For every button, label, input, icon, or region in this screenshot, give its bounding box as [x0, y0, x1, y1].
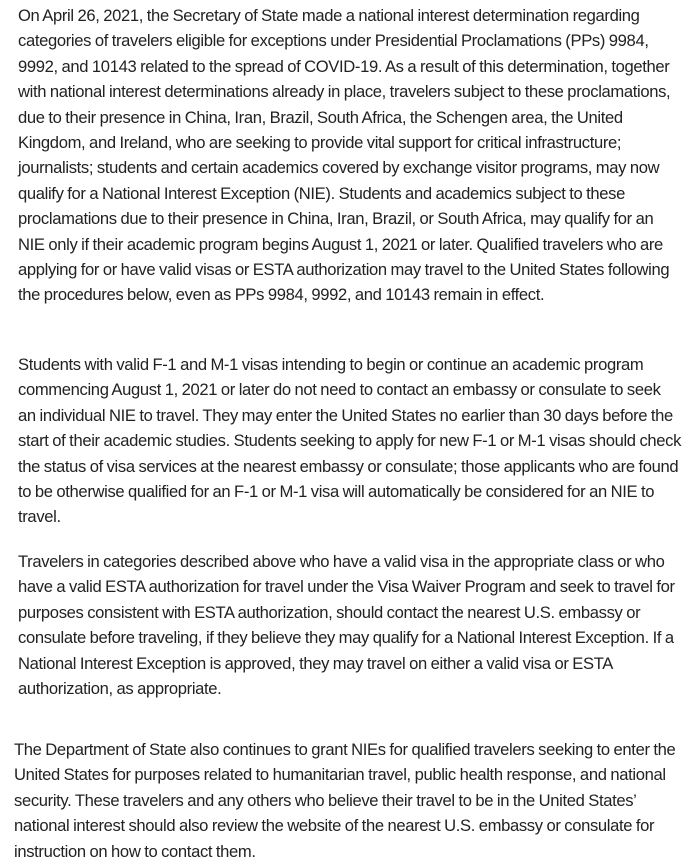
paragraph-humanitarian-nie: The Department of State also continues to grant NIEs for qualified travelers seeking to enter the United States for purposes related to humanitarian travel, public health response, and national security. These travelers and any others who believe their travel to be in the United States’ national interest should also review the website of the nearest U.S. embassy or consulate for instruction on how to contact them. — [14, 740, 676, 861]
paragraph-valid-visa-esta-travelers: Travelers in categories described above who have a valid visa in the appropriate class or who have a valid ESTA authorization for travel under the Visa Waiver Program and seek to travel for purposes consistent with ESTA authorization, should contact the nearest U.S. embassy or consulate before traveling, if they believe they may qualify for a National Interest Exception. If a National Interest Exception is approved, they may travel on either a valid visa or ESTA authorization, as appropriate. — [18, 552, 675, 699]
paragraph-student-visas: Students with valid F-1 and M-1 visas intending to begin or continue an academic program commencing August 1, 2021 or later do not need to contact an embassy or consulate to seek an individual NIE to travel. They may enter the United States no earlier than 30 days before the start of their academic studies. Students seeking to apply for new F-1 or M-1 visas should check the status of visa services at the nearest embassy or consulate; those applicants who are found to be otherwise qualified for an F-1 or M-1 visa will automatically be considered for an NIE to travel. — [18, 355, 682, 527]
paragraph-nie-determination: On April 26, 2021, the Secretary of State made a national interest determination regarding categories of travelers eligible for exceptions under Presidential Proclamations (PPs) 9984, 9992, and 10143 related to the spread of COVID-19. As a result of this determination, together with national interest determinations already in place, travelers subject to these proclamations, due to their presence in China, Iran, Brazil, South Africa, the Schengen area, the United Kingdom, and Ireland, who are seeking to provide vital support for critical infrastructure; journalists; students and certain academics covered by exchange visitor programs, may now qualify for a National Interest Exception (NIE). Students and academics subject to these proclamations due to their presence in China, Iran, Brazil, or South Africa, may qualify for an NIE only if their academic program begins August 1, 2021 or later. Qualified travelers who are applying for or have valid visas or ESTA authorization may travel to the United States following the procedures below, even as PPs 9984, 9992, and 10143 remain in effect. — [18, 6, 671, 305]
